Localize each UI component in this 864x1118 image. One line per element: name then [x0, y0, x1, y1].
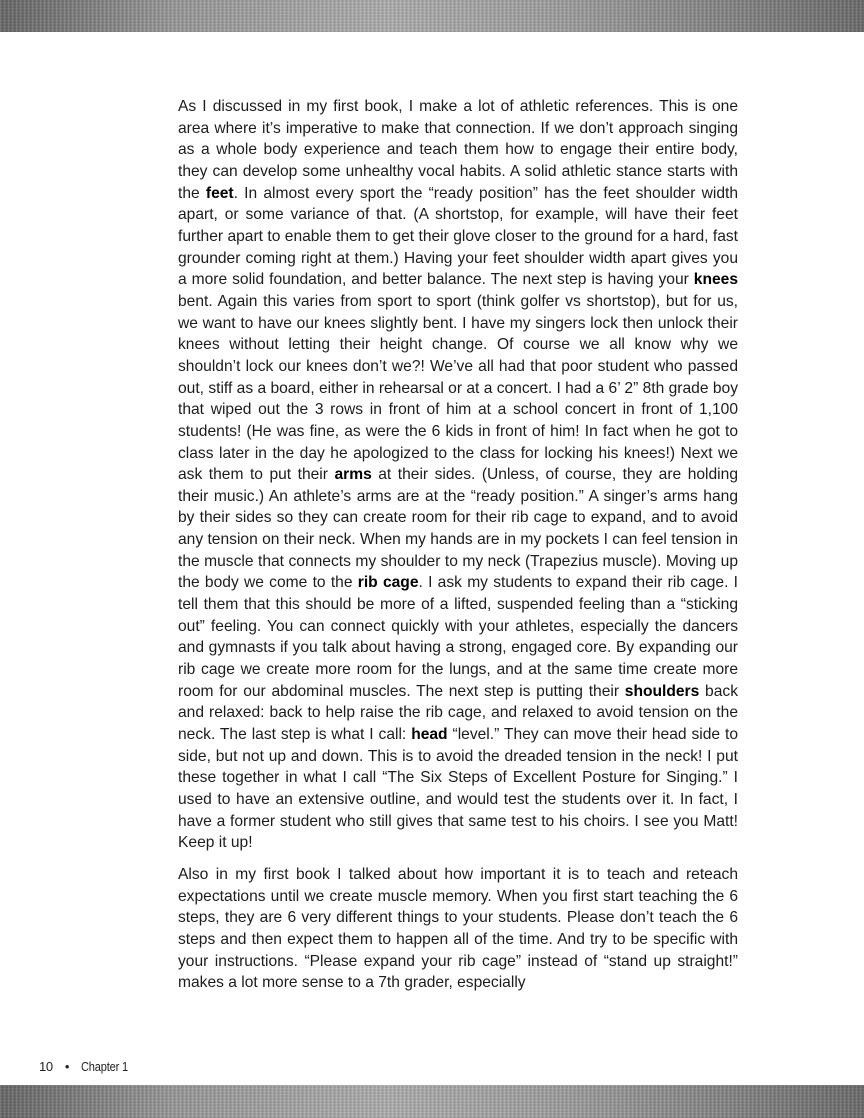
- bold-term: rib cage: [357, 574, 419, 592]
- text-run: bent. Again this varies from sport to sport (think golfer vs shortstop), but for us, we want to have our knees slightly bent. I have my singers lock then unlock their knees without letting their height change. Of course we all know why we shouldn’t lock our knees don’t we?! We’ve all had that poor student who passed out, stiff as a board, either in rehearsal or at a concert. I had a 6’ 2” 8th grade boy that wiped out the 3 rows in front of him at a school concert in front of 1,100 students! (He was fine, as were the 6 kids in front of him! In fact when he got to class later in the day he apologized to the class for locking his knees!) Next we ask them to put their: [178, 292, 738, 484]
- paragraph-muscle-memory: [178, 864, 738, 994]
- text-run: back and relaxed: back to help raise the rib cage, and relaxed to avoid tension on the neck. The last step is what I call:: [178, 682, 738, 744]
- page-footer: [39, 1059, 137, 1074]
- top-texture-band: [0, 0, 864, 32]
- bottom-texture-band: [0, 1085, 864, 1118]
- text-run: . In almost every sport the “ready position” has the feet shoulder width apart, or some variance of that. (A shortstop, for example, will have their feet further apart to enable them to get their glove closer to the ground for a hard, fast grounder coming right at them.) Having your feet shoulder width apart gives you a more solid foundation, and better balance. The next step is having your: [178, 184, 739, 289]
- text-run: “level.” They can move their head side to side, but not up and down. This is to avoid the dreaded tension in the neck! I put these together in what I call “The Six Steps of Excellent Posture for Singing.” I used to have an extensive outline, and would test the students over it. In fact, I have a former student who still gives that same test to his choirs. I see you Matt! Keep it up!: [178, 726, 738, 852]
- text-run: Also in my first book I talked about how important it is to teach and reteach expectations until we create muscle memory. When you first start teaching the 6 steps, they are 6 very different things to your students. Please don’t teach the 6 steps and then expect them to happen all of the time. And try to be specific with your instructions. “Please expand your rib cage” instead of “stand up straight!” makes a lot more sense to a 7th grader, especially: [178, 865, 738, 992]
- page-number: 10: [39, 1059, 53, 1074]
- bold-term: head: [411, 726, 448, 744]
- text-run: at their sides. (Unless, of course, they are holding their music.) An athlete’s arms are at the “ready position.” A singer’s arms hang by their sides so they can create room for their rib cage to expand, and to avoid any tension on their neck. When my hands are in my pockets I can feel tension in the muscle that connects my shoulder to my neck (Trapezius muscle). Moving up the body we come to the: [178, 466, 738, 592]
- chapter-label: Chapter 1: [81, 1059, 129, 1074]
- bold-term: feet: [205, 184, 234, 202]
- paragraph-posture: [178, 96, 738, 854]
- bold-term: knees: [693, 271, 738, 289]
- body-text: [178, 96, 738, 1004]
- bold-term: shoulders: [624, 682, 700, 700]
- bold-term: arms: [334, 466, 372, 484]
- text-run: . I ask my students to expand their rib cage. I tell them that this should be more of a lifted, suspended feeling than a “sticking out” feeling. You can connect quickly with your athletes, especially the dancers and gymnasts if you talk about having a strong, engaged core. By expanding our rib cage we create more room for the lungs, and at the same time create more room for our abdominal muscles. The next step is putting their: [178, 574, 738, 700]
- footer-separator: •: [64, 1059, 70, 1074]
- text-run: As I discussed in my first book, I make a lot of athletic references. This is one area where it’s imperative to make that connection. If we don’t approach singing as a whole body experience and teach them how to engage their entire body, they can develop some unhealthy vocal habits. A solid athletic stance starts with the: [178, 98, 738, 202]
